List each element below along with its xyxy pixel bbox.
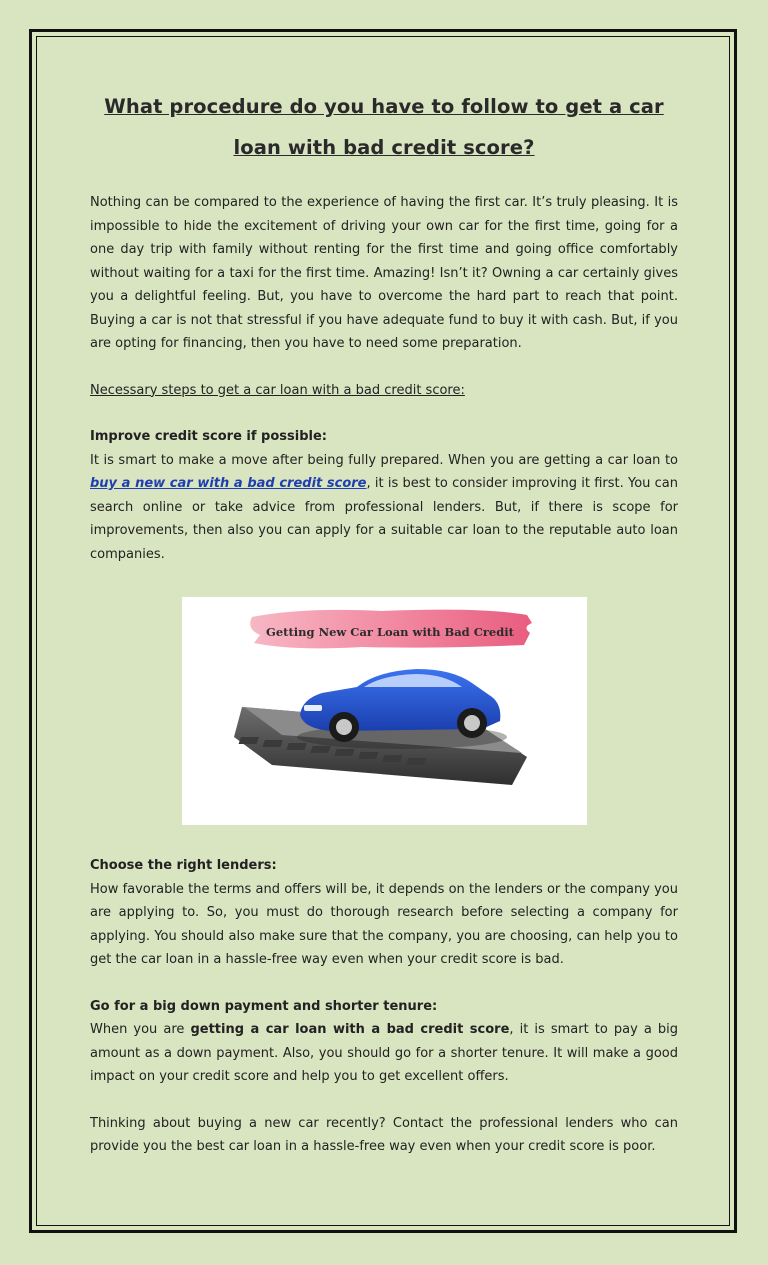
document-title: What procedure do you have to follow to get a car loan with bad credit score?	[104, 95, 664, 159]
closing-paragraph: Thinking about buying a new car recently? Contact the professional lenders who can provide you the best car loan in a hassle-free way even when your credit score is poor.	[90, 1115, 678, 1154]
section-down-payment-bold: getting a car loan with a bad credit score	[190, 1022, 510, 1037]
section-improve-credit-heading: Improve credit score if possible:	[90, 429, 327, 444]
section-choose-lenders-text: How favorable the terms and offers will be, it depends on the lenders or the company you are applying to. So, you must do thorough research before selecting a company for applying. You should also make sure that the company, you are choosing, can help you to get the car loan in a hassle-free way even when your credit score is bad.	[90, 881, 678, 967]
section-down-payment-heading: Go for a big down payment and shorter tenure:	[90, 998, 438, 1014]
section-down-payment-text-before: When you are	[90, 1022, 191, 1037]
section-improve-credit-text-after: , it is best to consider improving it first. You can search online or take advice from professional lenders. But, if there is scope for improvements, then also you can apply for a suitable car loan to the reputable auto loan companies.	[90, 476, 679, 562]
illustration-banner-text: Getting New Car Loan with Bad Credit	[266, 625, 514, 639]
steps-heading: Necessary steps to get a car loan with a bad credit score:	[90, 382, 465, 398]
section-choose-lenders-heading: Choose the right lenders:	[90, 858, 277, 873]
buy-new-car-bad-credit-link[interactable]: buy a new car with a bad credit score	[90, 476, 367, 491]
car-loan-illustration	[182, 597, 587, 825]
section-improve-credit-text	[90, 449, 678, 567]
section-down-payment-text	[90, 1018, 678, 1089]
document-body	[90, 86, 678, 1159]
section-down-payment-text-after: , it is smart to pay a big amount as a down payment. Also, you should go for a shorter tenure. It will make a good impact on your credit score and help you to get excellent offers.	[90, 1022, 678, 1084]
intro-paragraph: Nothing can be compared to the experience of having the first car. It’s truly pleasing. It is impossible to hide the excitement of driving your own car for the first time, going for a one day trip with family without renting for the first time and going office comfortably without waiting for a taxi for the first time. Amazing! Isn’t it? Owning a car certainly gives you a delightful feeling. But, you have to overcome the hard part to reach that point. Buying a car is not that stressful if you have adequate fund to buy it with cash. But, if you are opting for financing, then you have to need some preparation.	[90, 195, 678, 351]
section-improve-credit-text-before: It is smart to make a move after being fully prepared. When you are getting a car loan to	[90, 452, 678, 468]
